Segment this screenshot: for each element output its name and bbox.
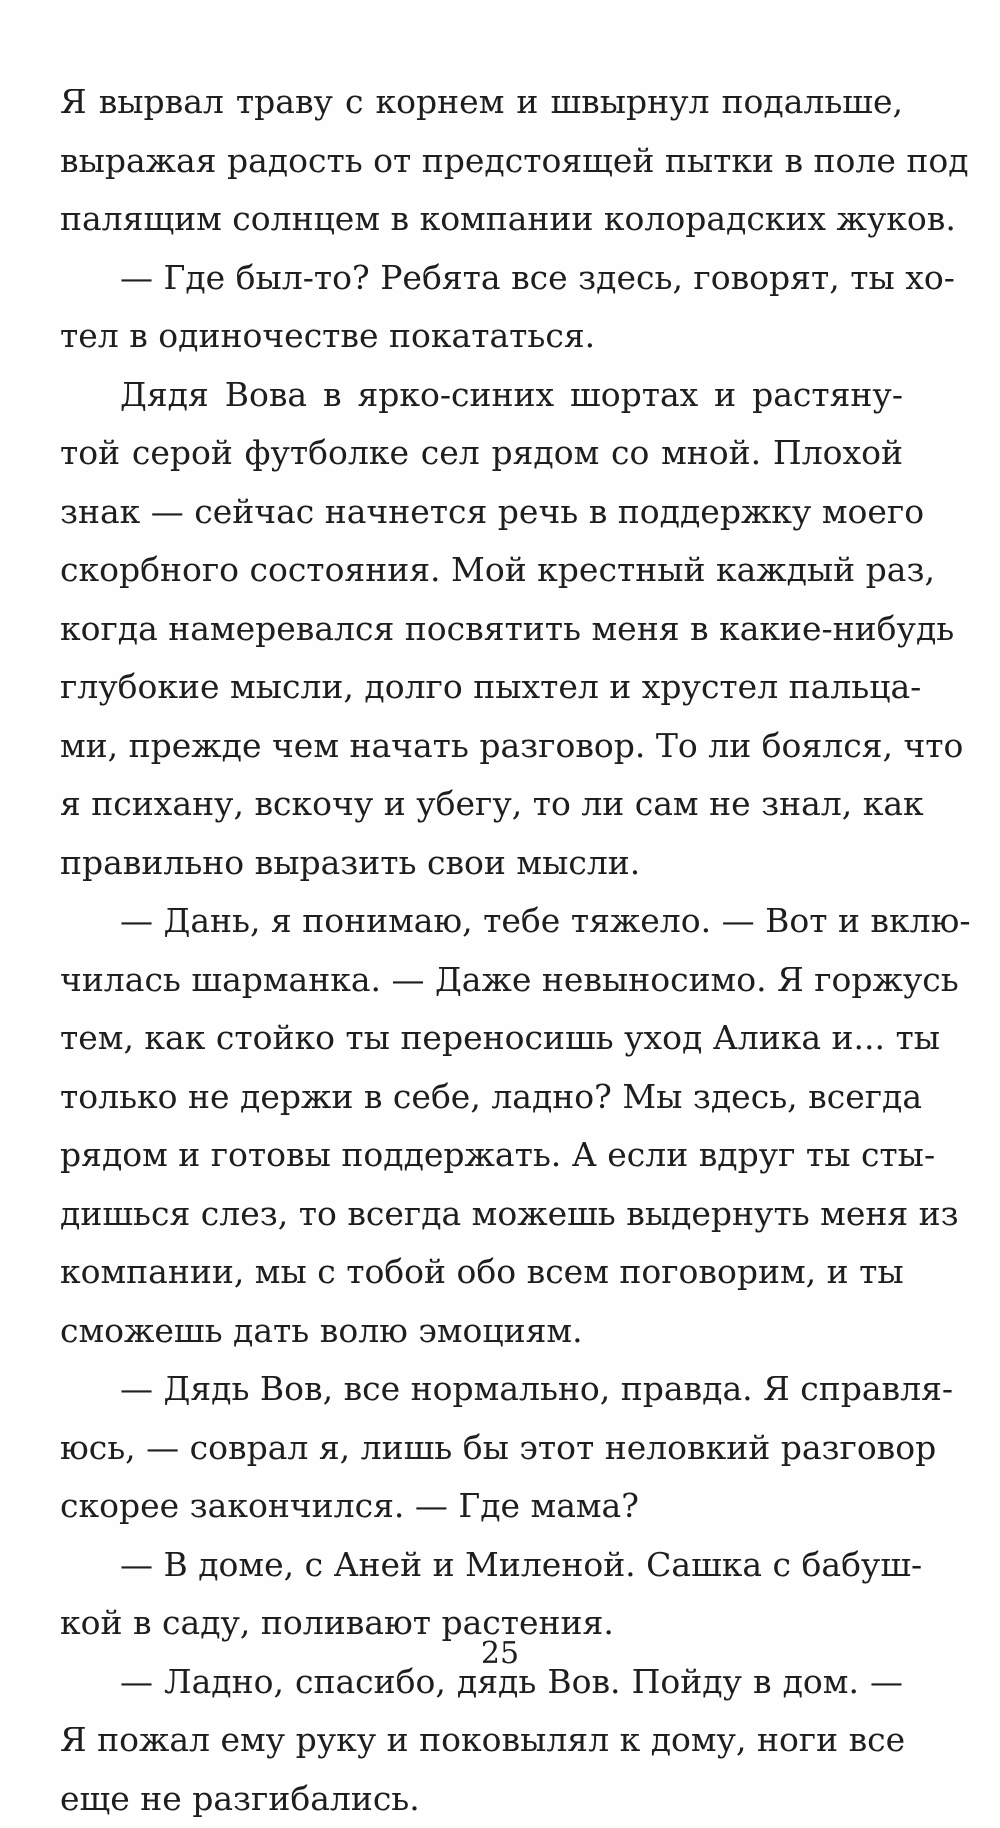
text-line: Дядя Вова в ярко-синих шортах и растяну-	[60, 366, 903, 425]
text-line: — Дядь Вов, все нормально, правда. Я справля-	[60, 1360, 903, 1419]
text-line: ми, прежде чем начать разговор. То ли боялся, что	[60, 717, 903, 776]
text-line: знак — сейчас начнется речь в поддержку моего	[60, 483, 903, 542]
text-line: еще не разгибались.	[60, 1770, 903, 1828]
text-line: Я вырвал траву с корнем и швырнул подальше,	[60, 73, 903, 132]
page-number: 25	[0, 1636, 1000, 1671]
text-line: правильно выразить свои мысли.	[60, 834, 903, 893]
text-line: палящим солнцем в компании колорадских жуков.	[60, 190, 903, 249]
text-line: — В доме, с Аней и Миленой. Сашка с бабуш-	[60, 1536, 903, 1595]
text-line: кой в саду, поливают растения.	[60, 1594, 903, 1653]
text-line: я психану, вскочу и убегу, то ли сам не знал, как	[60, 775, 903, 834]
text-line: той серой футболке сел рядом со мной. Плохой	[60, 424, 903, 483]
text-line: когда намеревался посвятить меня в какие-нибудь	[60, 600, 903, 659]
body-text	[60, 73, 903, 1828]
text-line: — Дань, я понимаю, тебе тяжело. — Вот и вклю-	[60, 892, 903, 951]
text-line: только не держи в себе, ладно? Мы здесь, всегда	[60, 1068, 903, 1127]
text-line: глубокие мысли, долго пыхтел и хрустел пальца-	[60, 658, 903, 717]
text-line: скорее закончился. — Где мама?	[60, 1477, 903, 1536]
text-line: тел в одиночестве покататься.	[60, 307, 903, 366]
text-line: скорбного состояния. Мой крестный каждый раз,	[60, 541, 903, 600]
text-line: Я пожал ему руку и поковылял к дому, ноги все	[60, 1711, 903, 1770]
text-line: выражая радость от предстоящей пытки в поле под	[60, 132, 903, 191]
text-line: — Ладно, спасибо, дядь Вов. Пойду в дом. —	[60, 1653, 903, 1712]
text-line: компании, мы с тобой обо всем поговорим, и ты	[60, 1243, 903, 1302]
text-line: дишься слез, то всегда можешь выдернуть меня из	[60, 1185, 903, 1244]
text-line: рядом и готовы поддержать. А если вдруг ты сты-	[60, 1126, 903, 1185]
text-line: сможешь дать волю эмоциям.	[60, 1302, 903, 1361]
text-line: чилась шарманка. — Даже невыносимо. Я горжусь	[60, 951, 903, 1010]
text-line: юсь, — соврал я, лишь бы этот неловкий разговор	[60, 1419, 903, 1478]
text-line: — Где был-то? Ребята все здесь, говорят, ты хо-	[60, 249, 903, 308]
text-line: тем, как стойко ты переносишь уход Алика и... ты	[60, 1009, 903, 1068]
